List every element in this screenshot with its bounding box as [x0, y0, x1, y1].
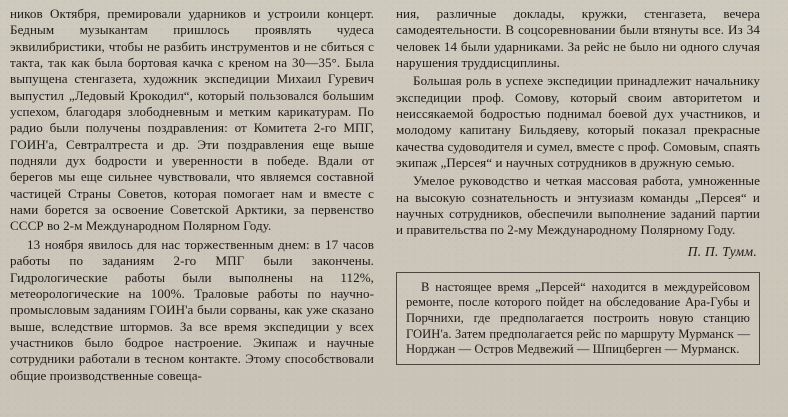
paragraph-right-1: ния, различные доклады, кружки, стенгазета, вечера самодеятельности. В соцсоревновании были втянуты все. Из 34 человек 14 были ударниками. За рейс не было ни одного случая нарушения труддисциплины. — [396, 6, 760, 71]
paragraph-right-3: Умелое руководство и четкая массовая работа, умноженные на высокую сознательность и энтузиазм команды „Персея“ и научных сотрудников, обеспечили выполнение заданий партии и правительства по 2-му Международному Полярному Году. — [396, 173, 760, 238]
paragraph-right-2: Большая роль в успехе экспедиции принадлежит начальнику экспедиции проф. Сомову, который своим авторитетом и неиссякаемой бодростью поднимал боевой дух участников, и молодому капитану Бильдяеву, который показал прекрасные качества судоводителя и сумел, вместе с проф. Сомовым, спаять экипаж „Персея“ и научных сотрудников в дружную семью. — [396, 73, 760, 171]
author-signature: П. П. Тумм. — [687, 243, 757, 259]
editorial-note-text: В настоящее время „Персей“ находится в междурейсовом ремонте, после которого пойдет на обследование Ара-Губы и Порчнихи, где предполагается построить новую станцию ГОИН'а. Затем предполагается рейс по маршруту Мурманск — Норджан — Остров Медвежий — Шпицберген — Мурманск. — [406, 279, 750, 357]
paragraph-left-2: 13 ноября явилось для нас торжественным днем: в 17 часов работы по заданиям 2-го МПГ были закончены. Гидрологические работы были выполнены на 112%, метеорологические на 100%. Траловые работы по научно-промысловым заданиям ГОИН'а были сорваны, как уже сказано выше, вследствие штормов. За все время экспедиции у всех участников было бодрое настроение. Экипаж и научные сотрудники работали в тесном контакте. Этому способствовали общие производственные совеща- — [10, 236, 374, 383]
editorial-note-box — [396, 272, 760, 365]
two-column-layout — [10, 6, 778, 413]
paragraph-left-1: ников Октября, премировали ударников и устроили концерт. Бедным музыкантам пришлось проявлять чудеса эквилибристики, чтобы не разбить инструментов и не сбиться с такта, так как была бортовая качка с креном на 30—35°. Была выпущена стенгазета, художник экспедиции Михаил Гуревич выпустил „Ледовый Крокодил“, который пользовался большим успехом, благодаря злободневным и метким карикатурам. По радио были получены поздравления: от Комитета 2-го МПГ, ГОИН'а, Севтралтреста и др. Эти поздравления еще выше подняли дух бодрости и уверенности в победе. Вдали от берегов мы еще сильнее чувствовали, что являемся составной частицей Страны Советов, которая помогает нам и вместе с нами борется за освоение Советской Арктики, за первенство СССР во 2-м Международном Полярном Году. — [10, 6, 374, 234]
left-column — [10, 6, 374, 413]
right-column — [396, 6, 760, 413]
